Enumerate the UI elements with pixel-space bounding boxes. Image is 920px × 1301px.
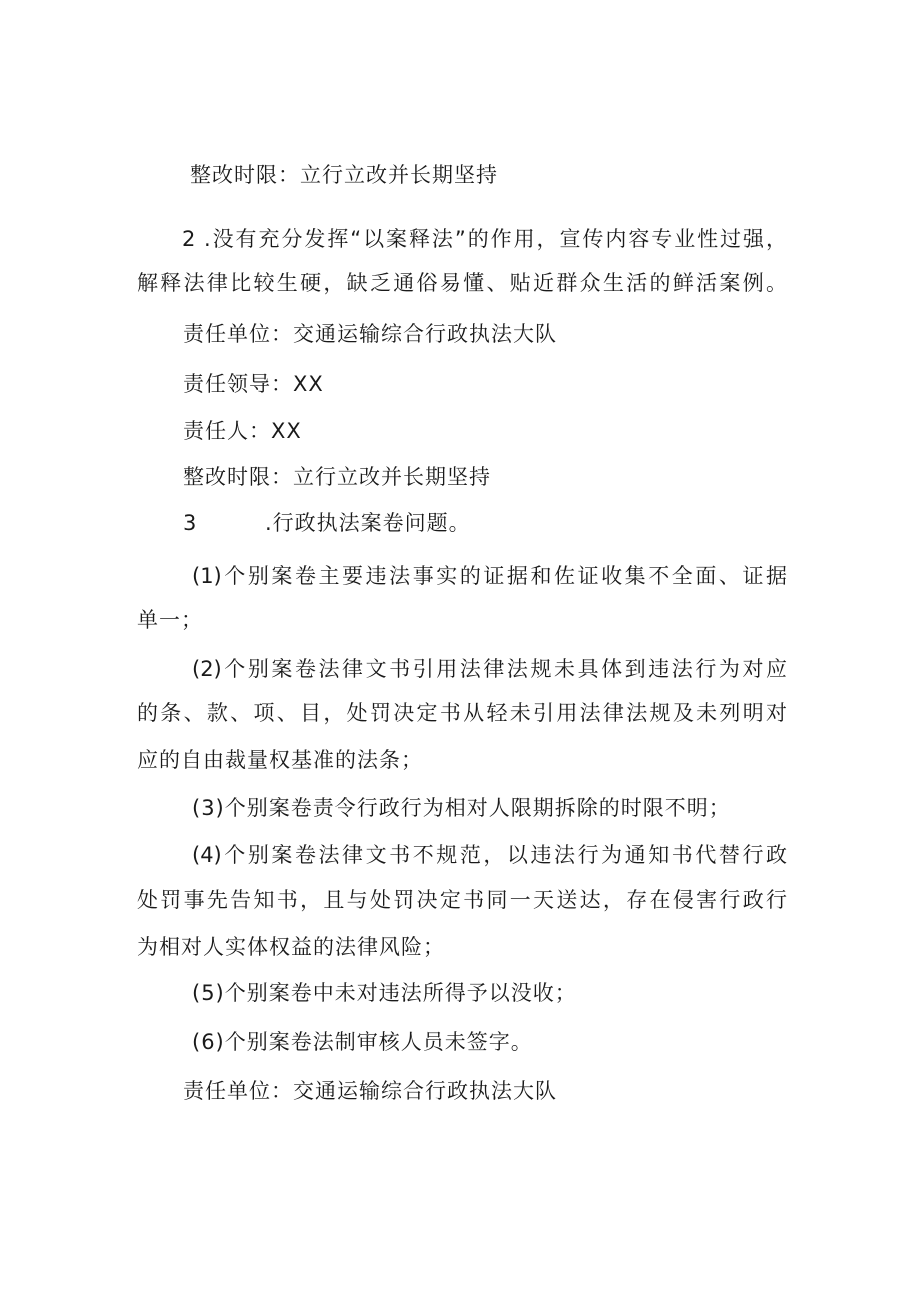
item-3-number: 3 — [183, 511, 198, 535]
sub-item-1-line-1: (1)个别案卷主要违法事实的证据和佐证收集不全面、证据 — [192, 564, 787, 588]
sub-item-5-line-1: (5)个别案卷中未对违法所得予以没收； — [192, 981, 577, 1005]
sub-item-4-line-3: 为相对人实体权益的法律风险； — [137, 935, 445, 959]
item-2-responsible-unit: 责任单位：交通运输综合行政执法大队 — [183, 322, 557, 346]
sub-item-2-line-2: 的条、款、项、目，处罚决定书从轻未引用法律法规及未列明对 — [137, 701, 787, 725]
sub-item-4-line-1: (4)个别案卷法律文书不规范，以违法行为通知书代替行政 — [192, 843, 787, 867]
sub-item-4-line-2: 处罚事先告知书，且与处罚决定书同一天送达，存在侵害行政行 — [137, 888, 787, 912]
item-3-heading — [183, 508, 471, 538]
sub-item-2-line-1: (2)个别案卷法律文书引用法律法规未具体到违法行为对应 — [192, 657, 787, 681]
rectification-deadline-1: 整改时限：立行立改并长期坚持 — [190, 163, 498, 187]
sub-item-2-line-3: 应的自由裁量权基准的法条； — [137, 748, 423, 772]
sub-item-1-line-2: 单一； — [137, 608, 203, 632]
item-2-responsible-person: 责任人：XX — [183, 419, 302, 443]
item-2-text-line-1: 2 .没有充分发挥“以案释法”的作用，宣传内容专业性过强， — [182, 227, 787, 251]
sub-item-3-line-1: (3)个别案卷责令行政行为相对人限期拆除的时限不明； — [192, 796, 731, 820]
item-3-title: .行政执法案卷问题。 — [265, 511, 471, 535]
sub-item-6-line-1: (6)个别案卷法制审核人员未签字。 — [192, 1030, 533, 1054]
item-3-responsible-unit: 责任单位：交通运输综合行政执法大队 — [183, 1079, 557, 1103]
item-2-responsible-leader: 责任领导：XX — [183, 372, 324, 396]
item-2-text-line-2: 解释法律比较生硬，缺乏通俗易懂、贴近群众生活的鲜活案例。 — [137, 271, 787, 295]
item-2-rectification-deadline: 整改时限：立行立改并长期坚持 — [183, 465, 491, 489]
